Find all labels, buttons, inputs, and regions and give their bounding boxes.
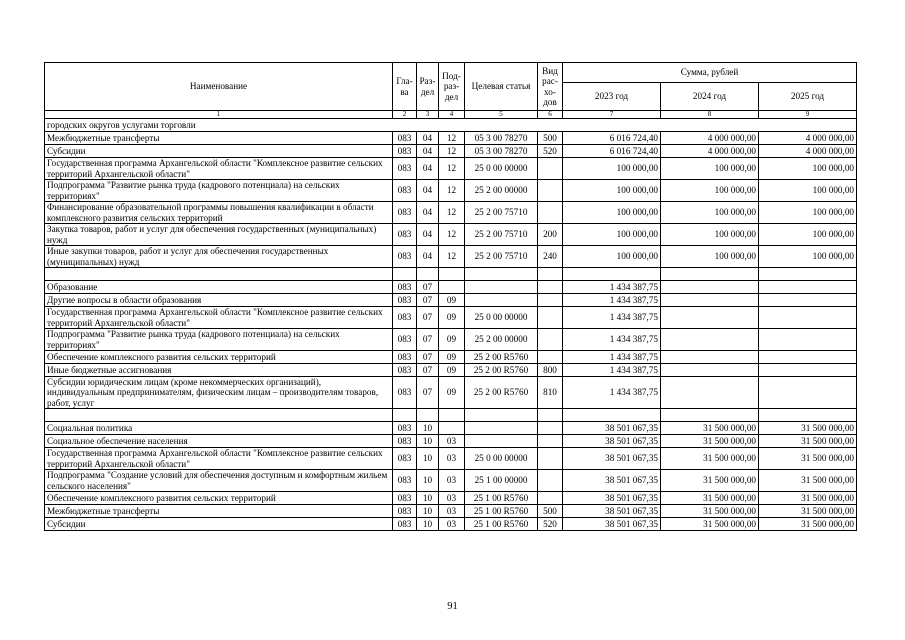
cell-name: Социальное обеспечение населения bbox=[45, 435, 393, 448]
cell-sum-2023: 38 501 067,35 bbox=[563, 422, 661, 435]
cell-razdel bbox=[417, 268, 439, 281]
cell-sum-2025: 31 500 000,00 bbox=[759, 422, 857, 435]
cell-razdel: 07 bbox=[417, 281, 439, 294]
header-name: Наименование bbox=[45, 63, 393, 111]
cell-glava: 083 bbox=[393, 351, 417, 364]
cell-glava: 083 bbox=[393, 180, 417, 202]
cell-razdel: 04 bbox=[417, 158, 439, 180]
cell-razdel: 10 bbox=[417, 435, 439, 448]
cell-sum-2025: 100 000,00 bbox=[759, 202, 857, 224]
cell-name: Обеспечение комплексного развития сельских территорий bbox=[45, 351, 393, 364]
cell-razdel: 07 bbox=[417, 351, 439, 364]
cell-podrazdel bbox=[439, 268, 465, 281]
cell-podrazdel: 03 bbox=[439, 470, 465, 492]
cell-glava: 083 bbox=[393, 470, 417, 492]
cell-glava: 083 bbox=[393, 435, 417, 448]
cell-sum-2024 bbox=[661, 329, 759, 351]
cell-podrazdel: 03 bbox=[439, 492, 465, 505]
cell-target-article: 05 3 00 78270 bbox=[465, 145, 538, 158]
cell-expense-type: 520 bbox=[538, 145, 563, 158]
cell-expense-type: 810 bbox=[538, 377, 563, 409]
cell-sum-2025: 31 500 000,00 bbox=[759, 435, 857, 448]
cell-glava: 083 bbox=[393, 224, 417, 246]
cell-podrazdel: 12 bbox=[439, 224, 465, 246]
cell-razdel: 04 bbox=[417, 246, 439, 268]
cell-sum-2025: 31 500 000,00 bbox=[759, 505, 857, 518]
column-number: 1 bbox=[45, 111, 393, 119]
cell-target-article: 25 1 00 R5760 bbox=[465, 518, 538, 531]
table-row bbox=[45, 158, 857, 180]
cell-sum-2024: 31 500 000,00 bbox=[661, 470, 759, 492]
cell-expense-type bbox=[538, 409, 563, 422]
cell-sum-2025: 100 000,00 bbox=[759, 180, 857, 202]
table-row bbox=[45, 435, 857, 448]
cell-podrazdel bbox=[439, 281, 465, 294]
cell-glava: 083 bbox=[393, 518, 417, 531]
cell-podrazdel: 09 bbox=[439, 329, 465, 351]
cell-sum-2024 bbox=[661, 281, 759, 294]
cell-sum-2024 bbox=[661, 364, 759, 377]
cell-sum-2024: 31 500 000,00 bbox=[661, 505, 759, 518]
budget-document bbox=[44, 62, 856, 531]
cell-sum-2024: 31 500 000,00 bbox=[661, 448, 759, 470]
table-row bbox=[45, 202, 857, 224]
cell-sum-2023: 1 434 387,75 bbox=[563, 377, 661, 409]
cell-sum-2025: 100 000,00 bbox=[759, 158, 857, 180]
cell-podrazdel: 12 bbox=[439, 246, 465, 268]
cell-sum-2024: 4 000 000,00 bbox=[661, 132, 759, 145]
cell-glava: 083 bbox=[393, 145, 417, 158]
table-row bbox=[45, 281, 857, 294]
cell-target-article bbox=[465, 422, 538, 435]
cell-target-article: 25 2 00 R5760 bbox=[465, 377, 538, 409]
cell-razdel: 04 bbox=[417, 132, 439, 145]
cell-sum-2024: 100 000,00 bbox=[661, 202, 759, 224]
cell-sum-2024: 100 000,00 bbox=[661, 180, 759, 202]
table-row bbox=[45, 409, 857, 422]
cell-expense-type bbox=[538, 307, 563, 329]
table-row bbox=[45, 518, 857, 531]
table-row bbox=[45, 180, 857, 202]
cell-sum-2025 bbox=[759, 351, 857, 364]
cell-sum-2024: 31 500 000,00 bbox=[661, 435, 759, 448]
cell-expense-type: 240 bbox=[538, 246, 563, 268]
cell-name bbox=[45, 409, 393, 422]
cell-razdel: 10 bbox=[417, 518, 439, 531]
cell-expense-type: 500 bbox=[538, 132, 563, 145]
table-row bbox=[45, 246, 857, 268]
column-number: 6 bbox=[538, 111, 563, 119]
cell-name: Подпрограмма "Развитие рынка труда (кадрового потенциала) на сельских территориях" bbox=[45, 180, 393, 202]
cell-sum-2024: 31 500 000,00 bbox=[661, 518, 759, 531]
cell-glava: 083 bbox=[393, 132, 417, 145]
cell-podrazdel: 12 bbox=[439, 158, 465, 180]
cell-razdel: 07 bbox=[417, 294, 439, 307]
cell-expense-type bbox=[538, 281, 563, 294]
cell-razdel: 10 bbox=[417, 448, 439, 470]
header-razdel: Раз-дел bbox=[417, 63, 439, 111]
cell-podrazdel: 03 bbox=[439, 448, 465, 470]
cell-name: Субсидии юридическим лицам (кроме некоммерческих организаций), индивидуальным предпринимателям, физическим лицам – производителям товаров, работ, услуг bbox=[45, 377, 393, 409]
cell-name: Межбюджетные трансферты bbox=[45, 505, 393, 518]
cell-razdel: 10 bbox=[417, 492, 439, 505]
cell-sum-2023: 38 501 067,35 bbox=[563, 518, 661, 531]
cell-name: Субсидии bbox=[45, 145, 393, 158]
cell-razdel: 04 bbox=[417, 180, 439, 202]
cell-target-article bbox=[465, 435, 538, 448]
budget-table bbox=[44, 62, 857, 531]
cell-sum-2025 bbox=[759, 409, 857, 422]
cell-expense-type: 800 bbox=[538, 364, 563, 377]
cell-podrazdel: 03 bbox=[439, 518, 465, 531]
cell-sum-2024: 100 000,00 bbox=[661, 158, 759, 180]
cell-expense-type bbox=[538, 294, 563, 307]
cell-razdel: 10 bbox=[417, 422, 439, 435]
column-number-row bbox=[45, 111, 857, 119]
cell-sum-2024: 4 000 000,00 bbox=[661, 145, 759, 158]
page-number: 91 bbox=[447, 601, 458, 612]
cell-sum-2023: 1 434 387,75 bbox=[563, 307, 661, 329]
cell-expense-type bbox=[538, 202, 563, 224]
cell-target-article bbox=[465, 268, 538, 281]
cell-target-article: 25 0 00 00000 bbox=[465, 307, 538, 329]
cell-expense-type bbox=[538, 158, 563, 180]
column-number: 4 bbox=[439, 111, 465, 119]
cell-razdel: 04 bbox=[417, 224, 439, 246]
cell-expense-type: 200 bbox=[538, 224, 563, 246]
cell-glava: 083 bbox=[393, 492, 417, 505]
cell-glava: 083 bbox=[393, 329, 417, 351]
cell-podrazdel: 09 bbox=[439, 377, 465, 409]
cell-glava: 083 bbox=[393, 246, 417, 268]
cell-name: Подпрограмма "Развитие рынка труда (кадрового потенциала) на сельских территориях" bbox=[45, 329, 393, 351]
cell-sum-2023: 38 501 067,35 bbox=[563, 492, 661, 505]
cell-sum-2023: 100 000,00 bbox=[563, 158, 661, 180]
cell-podrazdel: 12 bbox=[439, 202, 465, 224]
cell-expense-type bbox=[538, 329, 563, 351]
cell-sum-2024 bbox=[661, 377, 759, 409]
cell-razdel: 07 bbox=[417, 364, 439, 377]
cell-glava: 083 bbox=[393, 422, 417, 435]
column-number: 2 bbox=[393, 111, 417, 119]
cell-sum-2023: 38 501 067,35 bbox=[563, 448, 661, 470]
cell-target-article: 25 2 00 75710 bbox=[465, 246, 538, 268]
header-year-2023: 2023 год bbox=[563, 83, 661, 111]
table-row bbox=[45, 377, 857, 409]
table-row bbox=[45, 351, 857, 364]
cell-name: Субсидии bbox=[45, 518, 393, 531]
table-row bbox=[45, 132, 857, 145]
cell-expense-type bbox=[538, 435, 563, 448]
header-target-article: Целевая статья bbox=[465, 63, 538, 111]
cell-sum-2023: 1 434 387,75 bbox=[563, 351, 661, 364]
cell-glava: 083 bbox=[393, 202, 417, 224]
cell-podrazdel: 09 bbox=[439, 307, 465, 329]
cell-sum-2025: 31 500 000,00 bbox=[759, 492, 857, 505]
table-body bbox=[45, 119, 857, 531]
column-number: 9 bbox=[759, 111, 857, 119]
cell-glava bbox=[393, 268, 417, 281]
cell-target-article: 25 2 00 R5760 bbox=[465, 351, 538, 364]
cell-glava: 083 bbox=[393, 364, 417, 377]
cell-glava bbox=[393, 409, 417, 422]
cell-sum-2025 bbox=[759, 377, 857, 409]
table-row bbox=[45, 492, 857, 505]
cell-sum-2025: 31 500 000,00 bbox=[759, 470, 857, 492]
cell-sum-2025 bbox=[759, 268, 857, 281]
cell-sum-2023: 38 501 067,35 bbox=[563, 435, 661, 448]
table-row bbox=[45, 224, 857, 246]
cell-expense-type bbox=[538, 422, 563, 435]
cell-sum-2023: 1 434 387,75 bbox=[563, 329, 661, 351]
cell-podrazdel bbox=[439, 422, 465, 435]
cell-podrazdel: 09 bbox=[439, 294, 465, 307]
cell-sum-2023: 1 434 387,75 bbox=[563, 281, 661, 294]
cell-sum-2025 bbox=[759, 307, 857, 329]
cell-sum-2025: 4 000 000,00 bbox=[759, 132, 857, 145]
header-year-2025: 2025 год bbox=[759, 83, 857, 111]
table-row bbox=[45, 119, 857, 132]
cell-name: Другие вопросы в области образования bbox=[45, 294, 393, 307]
cell-target-article bbox=[465, 409, 538, 422]
table-row bbox=[45, 448, 857, 470]
cell-podrazdel: 12 bbox=[439, 145, 465, 158]
column-number: 3 bbox=[417, 111, 439, 119]
table-row bbox=[45, 294, 857, 307]
cell-razdel: 10 bbox=[417, 470, 439, 492]
cell-expense-type bbox=[538, 470, 563, 492]
cell-target-article: 25 0 00 00000 bbox=[465, 448, 538, 470]
cell-razdel: 10 bbox=[417, 505, 439, 518]
cell-glava: 083 bbox=[393, 505, 417, 518]
cell-expense-type bbox=[538, 268, 563, 281]
cell-expense-type: 500 bbox=[538, 505, 563, 518]
cell-glava: 083 bbox=[393, 307, 417, 329]
cell-name: Обеспечение комплексного развития сельских территорий bbox=[45, 492, 393, 505]
cell-sum-2025: 100 000,00 bbox=[759, 224, 857, 246]
cell-razdel: 04 bbox=[417, 145, 439, 158]
header-year-2024: 2024 год bbox=[661, 83, 759, 111]
cell-target-article bbox=[465, 294, 538, 307]
cell-sum-2024: 100 000,00 bbox=[661, 224, 759, 246]
cell-razdel: 07 bbox=[417, 329, 439, 351]
cell-sum-2023: 38 501 067,35 bbox=[563, 470, 661, 492]
cell-sum-2023: 1 434 387,75 bbox=[563, 364, 661, 377]
cell-sum-2024: 100 000,00 bbox=[661, 246, 759, 268]
cell-name: Государственная программа Архангельской области "Комплексное развитие сельских территорий Архангельской области" bbox=[45, 307, 393, 329]
cell-target-article: 05 3 00 78270 bbox=[465, 132, 538, 145]
cell-podrazdel: 12 bbox=[439, 180, 465, 202]
column-number: 7 bbox=[563, 111, 661, 119]
table-header bbox=[45, 63, 857, 119]
column-number: 8 bbox=[661, 111, 759, 119]
cell-sum-2023: 38 501 067,35 bbox=[563, 505, 661, 518]
cell-sum-2025: 100 000,00 bbox=[759, 246, 857, 268]
cell-glava: 083 bbox=[393, 158, 417, 180]
cell-razdel: 04 bbox=[417, 202, 439, 224]
header-sum: Сумма, рублей bbox=[563, 63, 857, 83]
cell-name-continued: городских округов услугами торговли bbox=[45, 119, 857, 132]
cell-name: Иные бюджетные ассигнования bbox=[45, 364, 393, 377]
cell-target-article: 25 0 00 00000 bbox=[465, 158, 538, 180]
cell-sum-2025: 31 500 000,00 bbox=[759, 518, 857, 531]
cell-sum-2023: 100 000,00 bbox=[563, 180, 661, 202]
table-row bbox=[45, 329, 857, 351]
cell-sum-2025 bbox=[759, 364, 857, 377]
header-podrazdel: Под-раз-дел bbox=[439, 63, 465, 111]
cell-target-article: 25 2 00 75710 bbox=[465, 202, 538, 224]
cell-name: Образование bbox=[45, 281, 393, 294]
cell-target-article: 25 1 00 00000 bbox=[465, 470, 538, 492]
cell-sum-2023 bbox=[563, 268, 661, 281]
cell-sum-2024 bbox=[661, 294, 759, 307]
cell-expense-type bbox=[538, 351, 563, 364]
cell-sum-2024: 31 500 000,00 bbox=[661, 422, 759, 435]
cell-sum-2025 bbox=[759, 329, 857, 351]
cell-expense-type: 520 bbox=[538, 518, 563, 531]
cell-razdel: 07 bbox=[417, 377, 439, 409]
cell-name: Межбюджетные трансферты bbox=[45, 132, 393, 145]
cell-sum-2024 bbox=[661, 268, 759, 281]
cell-sum-2024 bbox=[661, 307, 759, 329]
cell-name: Иные закупки товаров, работ и услуг для обеспечения государственных (муниципальных) нужд bbox=[45, 246, 393, 268]
cell-name: Государственная программа Архангельской области "Комплексное развитие сельских территорий Архангельской области" bbox=[45, 448, 393, 470]
cell-sum-2023: 100 000,00 bbox=[563, 202, 661, 224]
cell-sum-2024: 31 500 000,00 bbox=[661, 492, 759, 505]
cell-name: Финансирование образовательной программы повышения квалификации в области комплексного развития сельских территорий bbox=[45, 202, 393, 224]
cell-sum-2023: 100 000,00 bbox=[563, 224, 661, 246]
cell-name: Закупка товаров, работ и услуг для обеспечения государственных (муниципальных) нужд bbox=[45, 224, 393, 246]
cell-razdel: 07 bbox=[417, 307, 439, 329]
cell-podrazdel: 03 bbox=[439, 505, 465, 518]
table-row bbox=[45, 505, 857, 518]
cell-sum-2024 bbox=[661, 351, 759, 364]
cell-podrazdel: 09 bbox=[439, 364, 465, 377]
cell-podrazdel: 09 bbox=[439, 351, 465, 364]
table-row bbox=[45, 470, 857, 492]
cell-target-article: 25 1 00 R5760 bbox=[465, 492, 538, 505]
cell-sum-2024 bbox=[661, 409, 759, 422]
cell-podrazdel bbox=[439, 409, 465, 422]
cell-podrazdel: 12 bbox=[439, 132, 465, 145]
cell-sum-2023 bbox=[563, 409, 661, 422]
header-expense-type: Вид рас-хо-дов bbox=[538, 63, 563, 111]
cell-target-article: 25 2 00 R5760 bbox=[465, 364, 538, 377]
cell-sum-2025: 31 500 000,00 bbox=[759, 448, 857, 470]
cell-sum-2025 bbox=[759, 281, 857, 294]
cell-expense-type bbox=[538, 448, 563, 470]
cell-name: Социальная политика bbox=[45, 422, 393, 435]
cell-expense-type bbox=[538, 180, 563, 202]
cell-expense-type bbox=[538, 492, 563, 505]
cell-target-article: 25 1 00 R5760 bbox=[465, 505, 538, 518]
cell-name: Подпрограмма "Создание условий для обеспечения доступным и комфортным жильем сельского населения" bbox=[45, 470, 393, 492]
cell-target-article: 25 2 00 00000 bbox=[465, 329, 538, 351]
cell-sum-2023: 6 016 724,40 bbox=[563, 132, 661, 145]
cell-target-article bbox=[465, 281, 538, 294]
cell-glava: 083 bbox=[393, 377, 417, 409]
cell-sum-2023: 6 016 724,40 bbox=[563, 145, 661, 158]
cell-sum-2025 bbox=[759, 294, 857, 307]
cell-sum-2023: 100 000,00 bbox=[563, 246, 661, 268]
table-row bbox=[45, 422, 857, 435]
table-row bbox=[45, 145, 857, 158]
cell-glava: 083 bbox=[393, 281, 417, 294]
cell-glava: 083 bbox=[393, 294, 417, 307]
cell-name bbox=[45, 268, 393, 281]
cell-target-article: 25 2 00 75710 bbox=[465, 224, 538, 246]
header-glava: Гла-ва bbox=[393, 63, 417, 111]
table-row bbox=[45, 307, 857, 329]
cell-name: Государственная программа Архангельской области "Комплексное развитие сельских территорий Архангельской области" bbox=[45, 158, 393, 180]
column-number: 5 bbox=[465, 111, 538, 119]
table-row bbox=[45, 268, 857, 281]
table-row bbox=[45, 364, 857, 377]
cell-razdel bbox=[417, 409, 439, 422]
cell-sum-2023: 1 434 387,75 bbox=[563, 294, 661, 307]
cell-glava: 083 bbox=[393, 448, 417, 470]
cell-sum-2025: 4 000 000,00 bbox=[759, 145, 857, 158]
cell-podrazdel: 03 bbox=[439, 435, 465, 448]
cell-target-article: 25 2 00 00000 bbox=[465, 180, 538, 202]
